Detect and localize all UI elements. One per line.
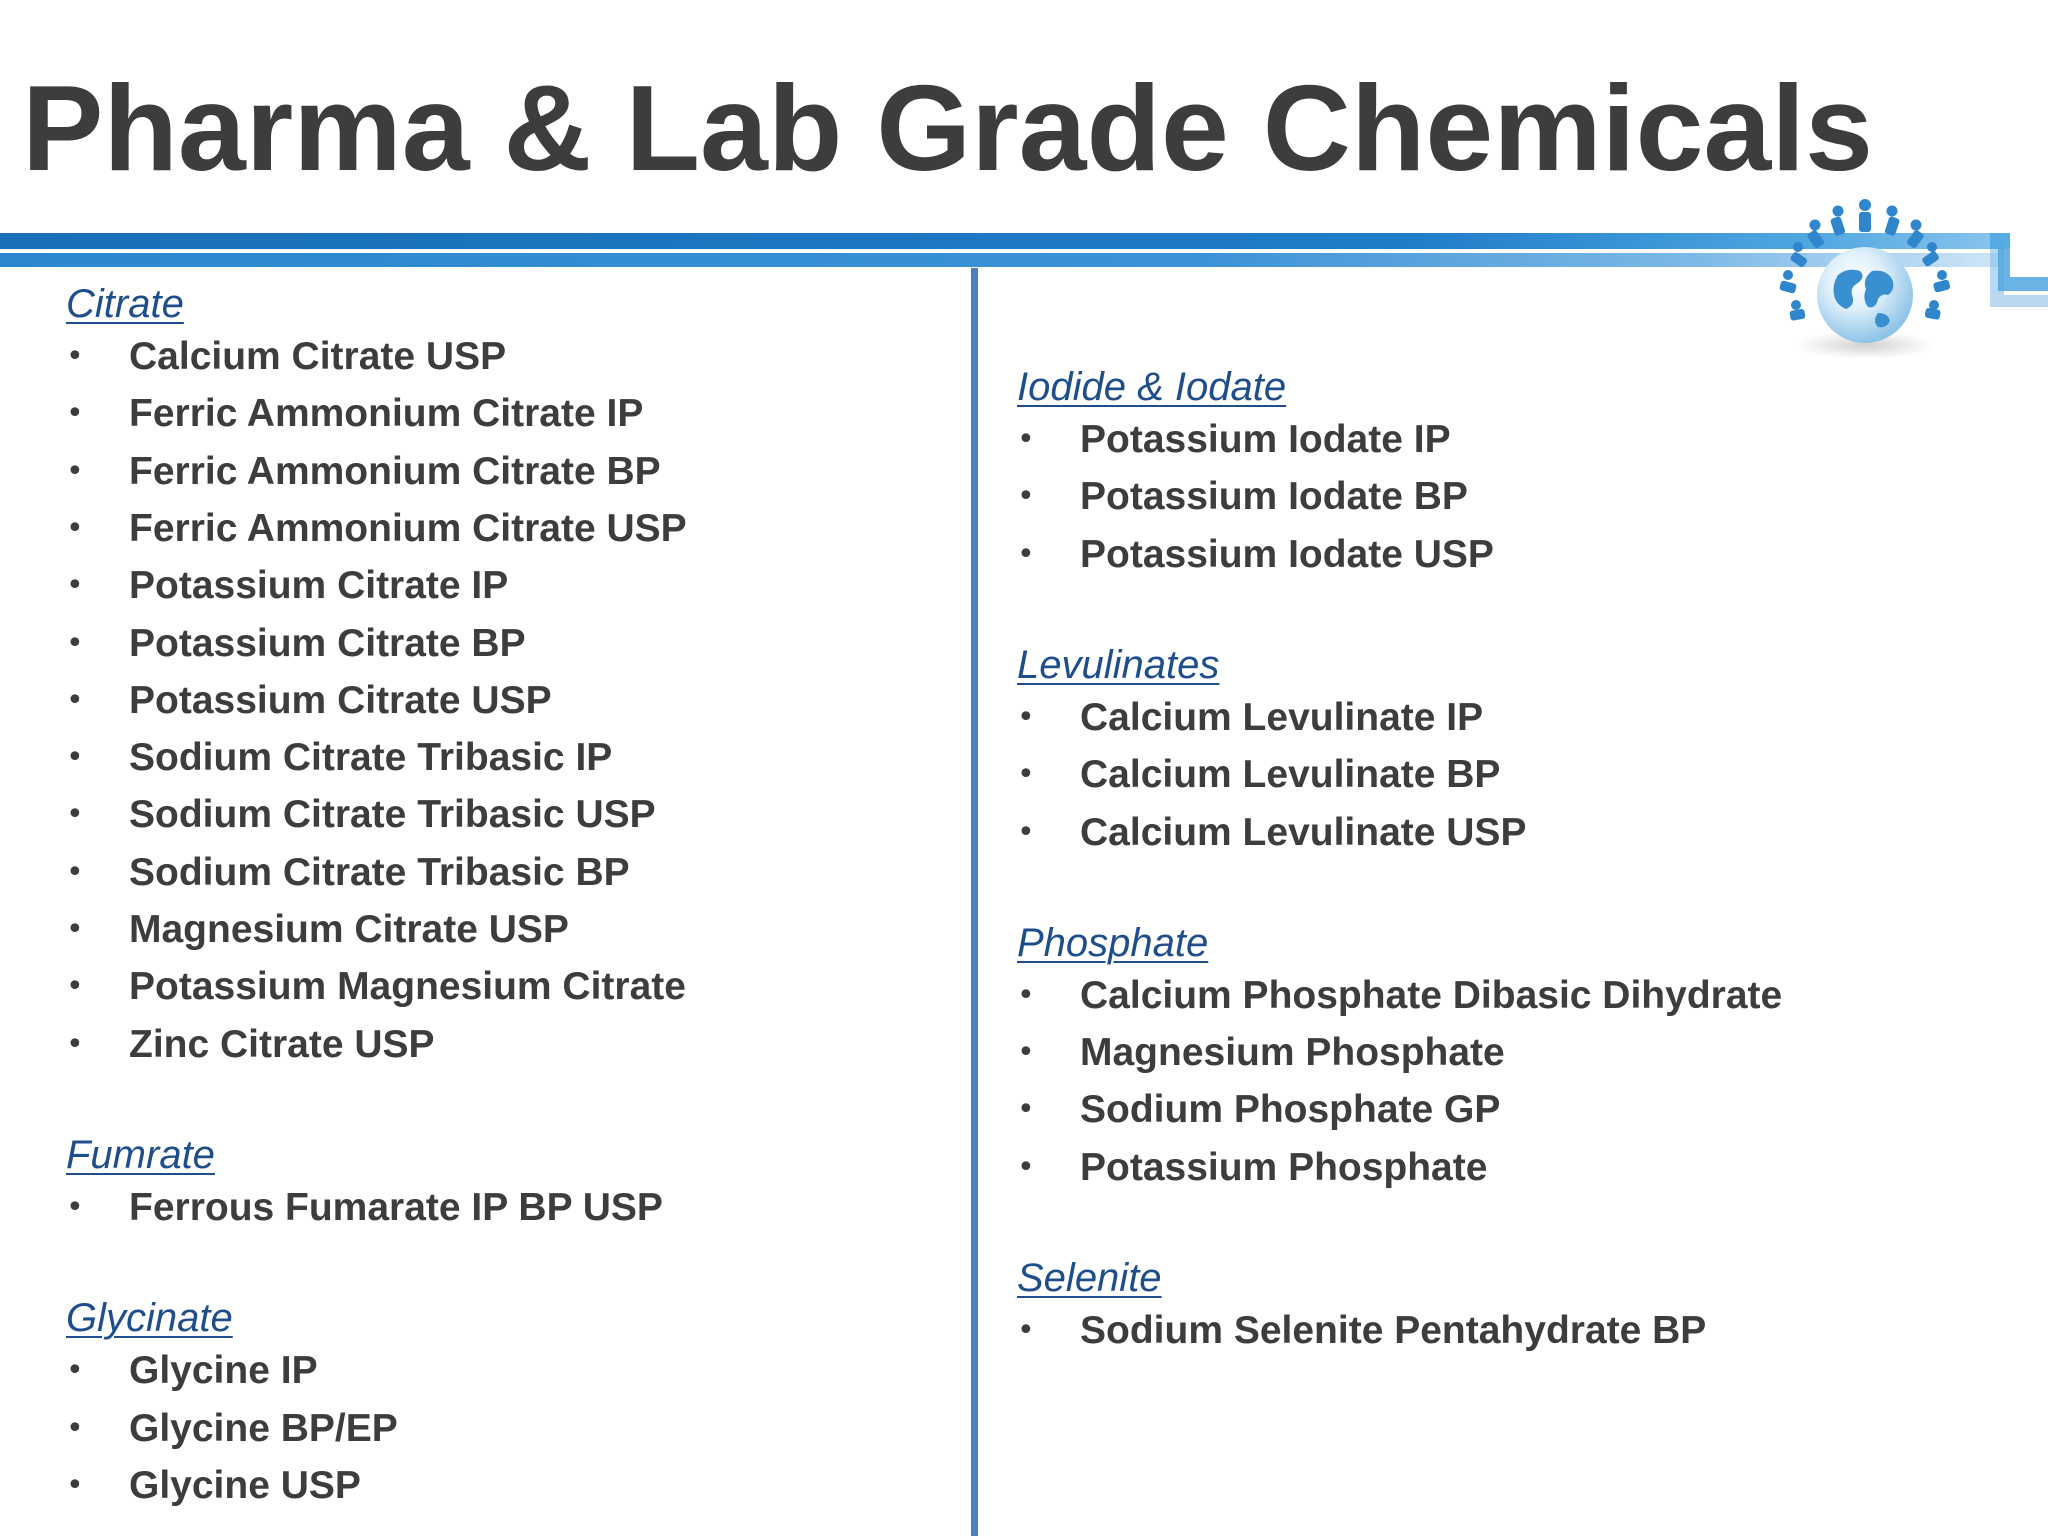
list-item-label: Potassium Iodate BP xyxy=(1080,475,1468,519)
list-item-label: Potassium Iodate IP xyxy=(1080,418,1451,461)
bullet-icon: • xyxy=(1017,699,1035,735)
section-heading-glycinate: Glycinate xyxy=(66,1296,233,1341)
bullet-icon: • xyxy=(66,1189,84,1225)
bullet-icon: • xyxy=(1017,479,1035,515)
bullet-icon: • xyxy=(1017,977,1035,1013)
list-item-label: Sodium Citrate Tribasic BP xyxy=(129,850,630,894)
section-heading-selenite: Selenite xyxy=(1017,1256,1162,1300)
list-item-label: Glycine USP xyxy=(129,1463,361,1507)
bullet-icon: • xyxy=(66,1026,84,1062)
list-item-label: Ferric Ammonium Citrate BP xyxy=(129,449,661,493)
bullet-icon: • xyxy=(1017,814,1035,850)
bullet-icon: • xyxy=(1017,1313,1035,1348)
list-item-label: Sodium Selenite Pentahydrate BP xyxy=(1080,1309,1707,1352)
list-item-label: Potassium Iodate USP xyxy=(1080,532,1494,576)
list-item-label: Potassium Citrate BP xyxy=(129,621,526,665)
list-item-label: Potassium Magnesium Citrate xyxy=(129,965,686,1009)
bullet-icon: • xyxy=(66,625,84,661)
globe-people-icon xyxy=(1760,195,1960,375)
section-heading-iodide-and-iodate: Iodide & Iodate xyxy=(1017,365,1287,409)
list-item-label: Potassium Phosphate xyxy=(1080,1145,1488,1189)
list-item-label: Glycine IP xyxy=(129,1349,318,1393)
bullet-icon: • xyxy=(1017,1092,1035,1128)
list-item-label: Magnesium Phosphate xyxy=(1080,1031,1505,1075)
list-item-label: Ferrous Fumarate IP BP USP xyxy=(129,1185,663,1229)
list-item-label: Calcium Levulinate BP xyxy=(1080,753,1501,797)
bullet-icon: • xyxy=(1017,422,1035,457)
bullet-icon: • xyxy=(1017,757,1035,793)
bullet-icon: • xyxy=(66,339,84,374)
bullet-icon: • xyxy=(66,969,84,1005)
bullet-icon: • xyxy=(1017,1035,1035,1071)
list-item-label: Sodium Phosphate GP xyxy=(1080,1088,1501,1132)
bullet-icon: • xyxy=(1017,1149,1035,1185)
list-item-label: Calcium Levulinate USP xyxy=(1080,810,1527,854)
section-heading-citrate: Citrate xyxy=(66,282,184,326)
bullet-icon: • xyxy=(66,740,84,776)
section-heading-levulinates: Levulinates xyxy=(1017,642,1220,687)
list-item-label: Zinc Citrate USP xyxy=(129,1022,435,1066)
list-item-label: Sodium Citrate Tribasic IP xyxy=(129,736,613,780)
section-heading-phosphate: Phosphate xyxy=(1017,920,1209,965)
list-item-label: Ferric Ammonium Citrate USP xyxy=(129,506,687,550)
bullet-icon: • xyxy=(1017,536,1035,572)
bullet-icon: • xyxy=(66,568,84,604)
bullet-icon: • xyxy=(66,854,84,890)
bullet-icon: • xyxy=(66,1410,84,1446)
list-item-label: Potassium Citrate IP xyxy=(129,564,509,608)
bullet-icon: • xyxy=(66,453,84,489)
list-item-label: Sodium Citrate Tribasic USP xyxy=(129,793,656,837)
header-rule-top xyxy=(0,233,2010,249)
header-rule-end xyxy=(1990,233,2048,307)
bullet-icon: • xyxy=(66,396,84,432)
list-item-label: Calcium Phosphate Dibasic Dihydrate xyxy=(1080,973,1783,1017)
slide-title: Pharma & Lab Grade Chemicals xyxy=(22,60,1874,196)
section-heading-fumrate: Fumrate xyxy=(66,1132,215,1177)
bullet-icon: • xyxy=(66,912,84,947)
bullet-icon: • xyxy=(66,1467,84,1503)
header-rule-bottom xyxy=(0,253,2000,267)
list-item-label: Glycine BP/EP xyxy=(129,1406,398,1450)
bullet-icon: • xyxy=(66,1353,84,1389)
list-item-label: Ferric Ammonium Citrate IP xyxy=(129,392,644,436)
column-divider xyxy=(971,268,978,1536)
list-item-label: Calcium Citrate USP xyxy=(129,335,507,378)
list-item-label: Potassium Citrate USP xyxy=(129,678,552,722)
list-item-label: Magnesium Citrate USP xyxy=(129,908,569,951)
bullet-icon: • xyxy=(66,682,84,718)
list-item-label: Calcium Levulinate IP xyxy=(1080,695,1484,739)
bullet-icon: • xyxy=(66,797,84,833)
bullet-icon: • xyxy=(66,510,84,546)
